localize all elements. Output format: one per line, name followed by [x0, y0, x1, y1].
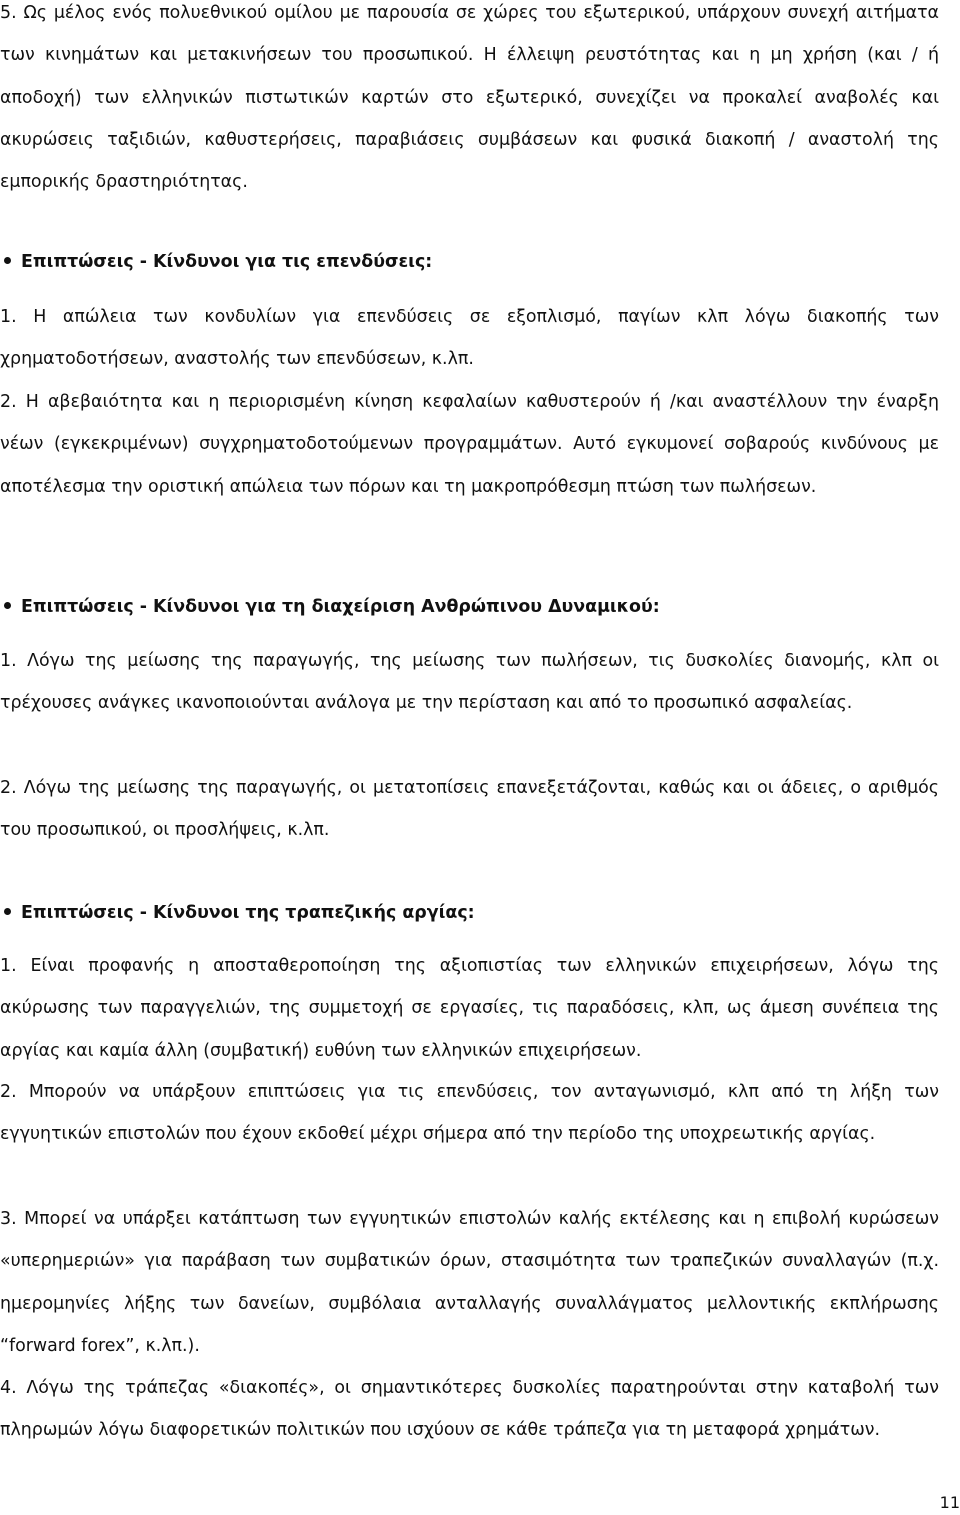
list-item-text: Ως μέλος ενός πολυεθνικού ομίλου με παρουσία σε χώρες του εξωτερικού, υπάρχουν συνεχή αιτήματα των κινημάτων και μετακινήσεων του προσωπικού. Η έλλειψη ρευστότητας και η μη χρήση (και / ή αποδοχή) των ελληνικών πιστωτικών καρτών στο εξωτερικό, συνεχίζει να προκαλεί αναβολές και ακυρώσεις ταξιδιών, καθυστερήσεις, παραβιάσεις συμβάσεων και φυσικά διακοπή / αναστολή της εμπορικής δραστηριότητας.	[0, 3, 940, 193]
list-item	[0, 767, 939, 852]
list-item-number: 4.	[0, 1378, 17, 1398]
bullet-icon	[4, 602, 11, 609]
list-item	[0, 1198, 939, 1367]
section-heading-bank-holiday	[4, 898, 934, 928]
list-item-number: 1.	[0, 651, 17, 671]
section-heading-text: Επιπτώσεις - Κίνδυνοι της τραπεζικής αργίας:	[21, 903, 475, 923]
list-item-text: Η αβεβαιότητα και η περιορισμένη κίνηση κεφαλαίων καθυστερούν ή /και αναστέλλουν την έναρξη νέων (εγκεκριμένων) συγχρηματοδοτούμενων προγραμμάτων. Αυτό εγκυμονεί σοβαρούς κινδύνους με αποτέλεσμα την οριστική απώλεια των πόρων και τη μακροπρόθεσμη πτώση των πωλήσεων.	[0, 392, 939, 497]
list-item-text: Είναι προφανής η αποσταθεροποίηση της αξιοπιστίας των ελληνικών επιχειρήσεων, λόγω της ακύρωσης των παραγγελιών, της συμμετοχή σε εργασίες, τις παραδόσεις, κλπ, ως άμεση συνέπεια της αργίας και καμία άλλη (συμβατική) ευθύνη των ελληνικών επιχειρήσεων.	[0, 956, 939, 1061]
list-item-number: 5.	[0, 3, 17, 23]
section-heading-text: Επιπτώσεις - Κίνδυνοι για τη διαχείριση Ανθρώπινου Δυναμικού:	[21, 597, 660, 617]
list-item	[0, 945, 939, 1072]
list-item	[0, 640, 939, 725]
bullet-icon	[4, 908, 11, 915]
list-item-text: Μπορεί να υπάρξει κατάπτωση των εγγυητικών επιστολών καλής εκτέλεσης και η επιβολή κυρώσεων «υπερημεριών» για παράβαση των συμβατικών όρων, στασιμότητα των τραπεζικών συναλλαγών (π.χ. ημερομηνίες λήξης των δανείων, συμβόλαια ανταλλαγής συναλλάγματος μελλοντικής εκπλήρωσης “forward forex”, κ.λπ.).	[0, 1209, 939, 1356]
list-item-number: 2.	[0, 1082, 17, 1102]
bullet-icon	[4, 257, 11, 264]
list-item-text: Λόγω της μείωσης της παραγωγής, της μείωσης των πωλήσεων, τις δυσκολίες διανομής, κλπ οι τρέχουσες ανάγκες ικανοποιούνται ανάλογα με την περίσταση και από το προσωπικό ασφαλείας.	[0, 651, 940, 714]
list-item-number: 2.	[0, 778, 17, 798]
list-item-number: 1.	[0, 956, 17, 976]
section-heading-investments	[4, 247, 934, 277]
list-item	[0, 381, 939, 508]
list-item-number: 3.	[0, 1209, 17, 1229]
section-heading-text: Επιπτώσεις - Κίνδυνοι για τις επενδύσεις:	[21, 252, 433, 272]
list-item-number: 1.	[0, 307, 17, 327]
list-item-number: 2.	[0, 392, 17, 412]
list-item-text: Μπορούν να υπάρξουν επιπτώσεις για τις επενδύσεις, τον ανταγωνισμό, κλπ από τη λήξη των εγγυητικών επιστολών που έχουν εκδοθεί μέχρι σήμερα από την περίοδο της υποχρεωτικής αργίας.	[0, 1082, 939, 1145]
section-heading-human-resources	[4, 592, 934, 622]
list-item-text: Λόγω της μείωσης της παραγωγής, οι μετατοπίσεις επανεξετάζονται, καθώς και οι άδειες, ο αριθμός του προσωπικού, οι προσλήψεις, κ.λπ.	[0, 778, 939, 841]
list-item	[0, 1367, 939, 1452]
list-item-text: Λόγω της τράπεζας «διακοπές», οι σημαντικότερες δυσκολίες παρατηρούνται στην καταβολή των πληρωμών λόγω διαφορετικών πολιτικών που ισχύουν σε κάθε τράπεζα για τη μεταφορά χρημάτων.	[0, 1378, 939, 1441]
list-item-5	[0, 0, 939, 203]
list-item-text: Η απώλεια των κονδυλίων για επενδύσεις σε εξοπλισμό, παγίων κλπ λόγω διακοπής των χρηματοδοτήσεων, αναστολής των επενδύσεων, κ.λπ.	[0, 307, 939, 370]
list-item	[0, 296, 939, 381]
page-number: 11	[939, 1493, 960, 1512]
list-item	[0, 1071, 939, 1156]
